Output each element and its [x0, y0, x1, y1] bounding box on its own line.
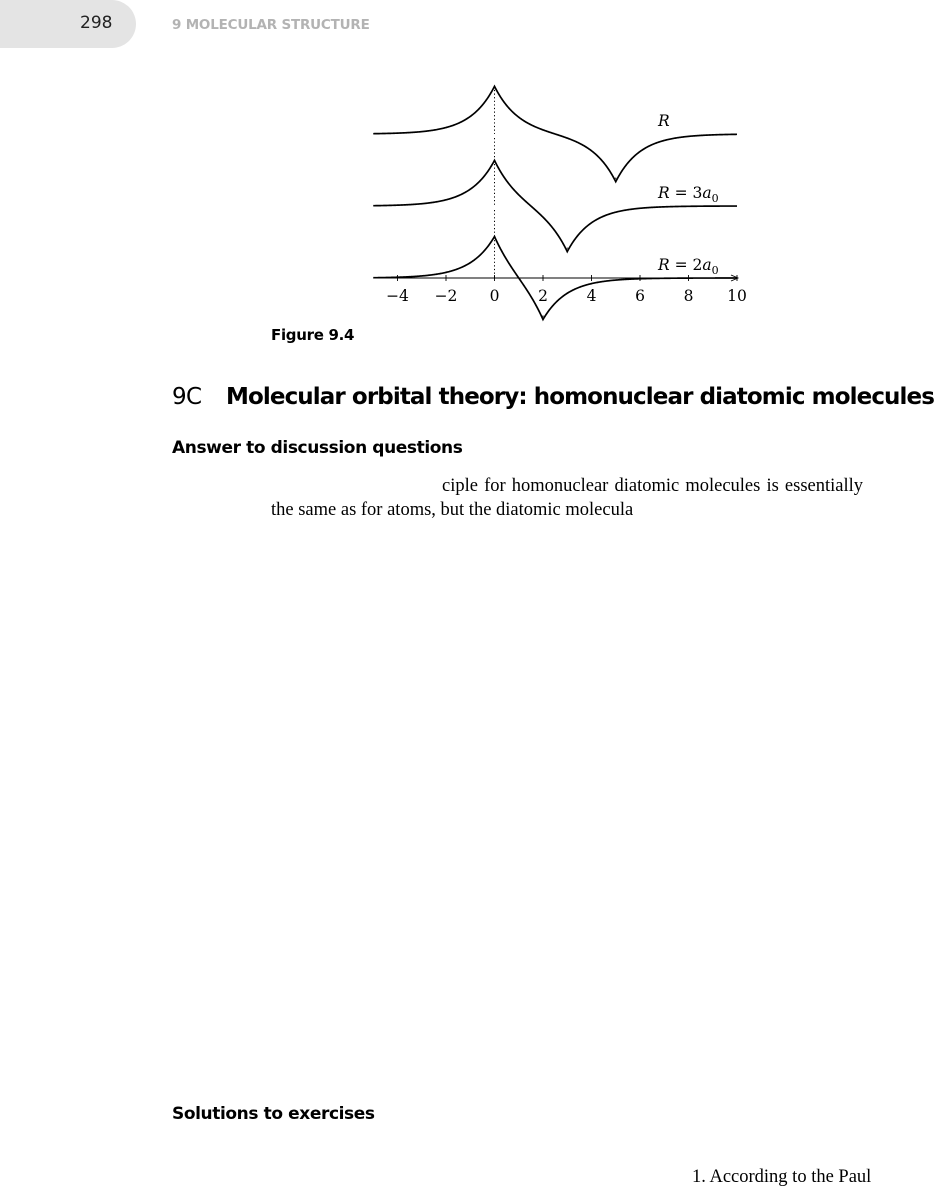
body-text-line-2: the same as for atoms, but the diatomic molecula	[271, 500, 634, 520]
discussion-questions-heading: Answer to discussion questions	[172, 438, 463, 458]
wavefunction-curve-2	[373, 160, 737, 251]
body-text-line-1: ciple for homonuclear diatomic molecules is essentially	[442, 476, 864, 496]
figure-9-4	[360, 72, 760, 334]
page-number-tab	[0, 0, 136, 48]
x-tick-label-6: 8	[683, 287, 694, 305]
x-tick-label-0: −4	[386, 287, 409, 305]
section-heading	[172, 384, 934, 410]
figure-caption: Figure 9.4	[271, 326, 355, 344]
x-tick-label-2: 0	[489, 287, 500, 305]
section-number: 9C	[172, 384, 202, 410]
running-head: 9 MOLECULAR STRUCTURE	[172, 17, 370, 33]
wavefunction-curve-1	[373, 86, 737, 181]
page-number: 298	[80, 13, 113, 33]
x-tick-label-5: 6	[635, 287, 645, 305]
section-title: Molecular orbital theory: homonuclear diatomic molecules	[226, 384, 935, 410]
wavefunction-plot	[360, 72, 760, 334]
solution-item-1: 1. According to the Paul	[692, 1167, 872, 1187]
x-tick-label-1: −2	[434, 287, 458, 305]
x-tick-label-3: 2	[538, 287, 548, 305]
curve-label-1: R	[658, 112, 670, 130]
curve-label-3: $R = 2a_0$	[658, 256, 719, 277]
solutions-to-exercises-heading: Solutions to exercises	[172, 1104, 375, 1124]
curve-label-2: $R = 3a_0$	[658, 184, 719, 205]
x-tick-label-4: 4	[586, 287, 597, 305]
x-tick-label-7: 10	[727, 287, 747, 305]
